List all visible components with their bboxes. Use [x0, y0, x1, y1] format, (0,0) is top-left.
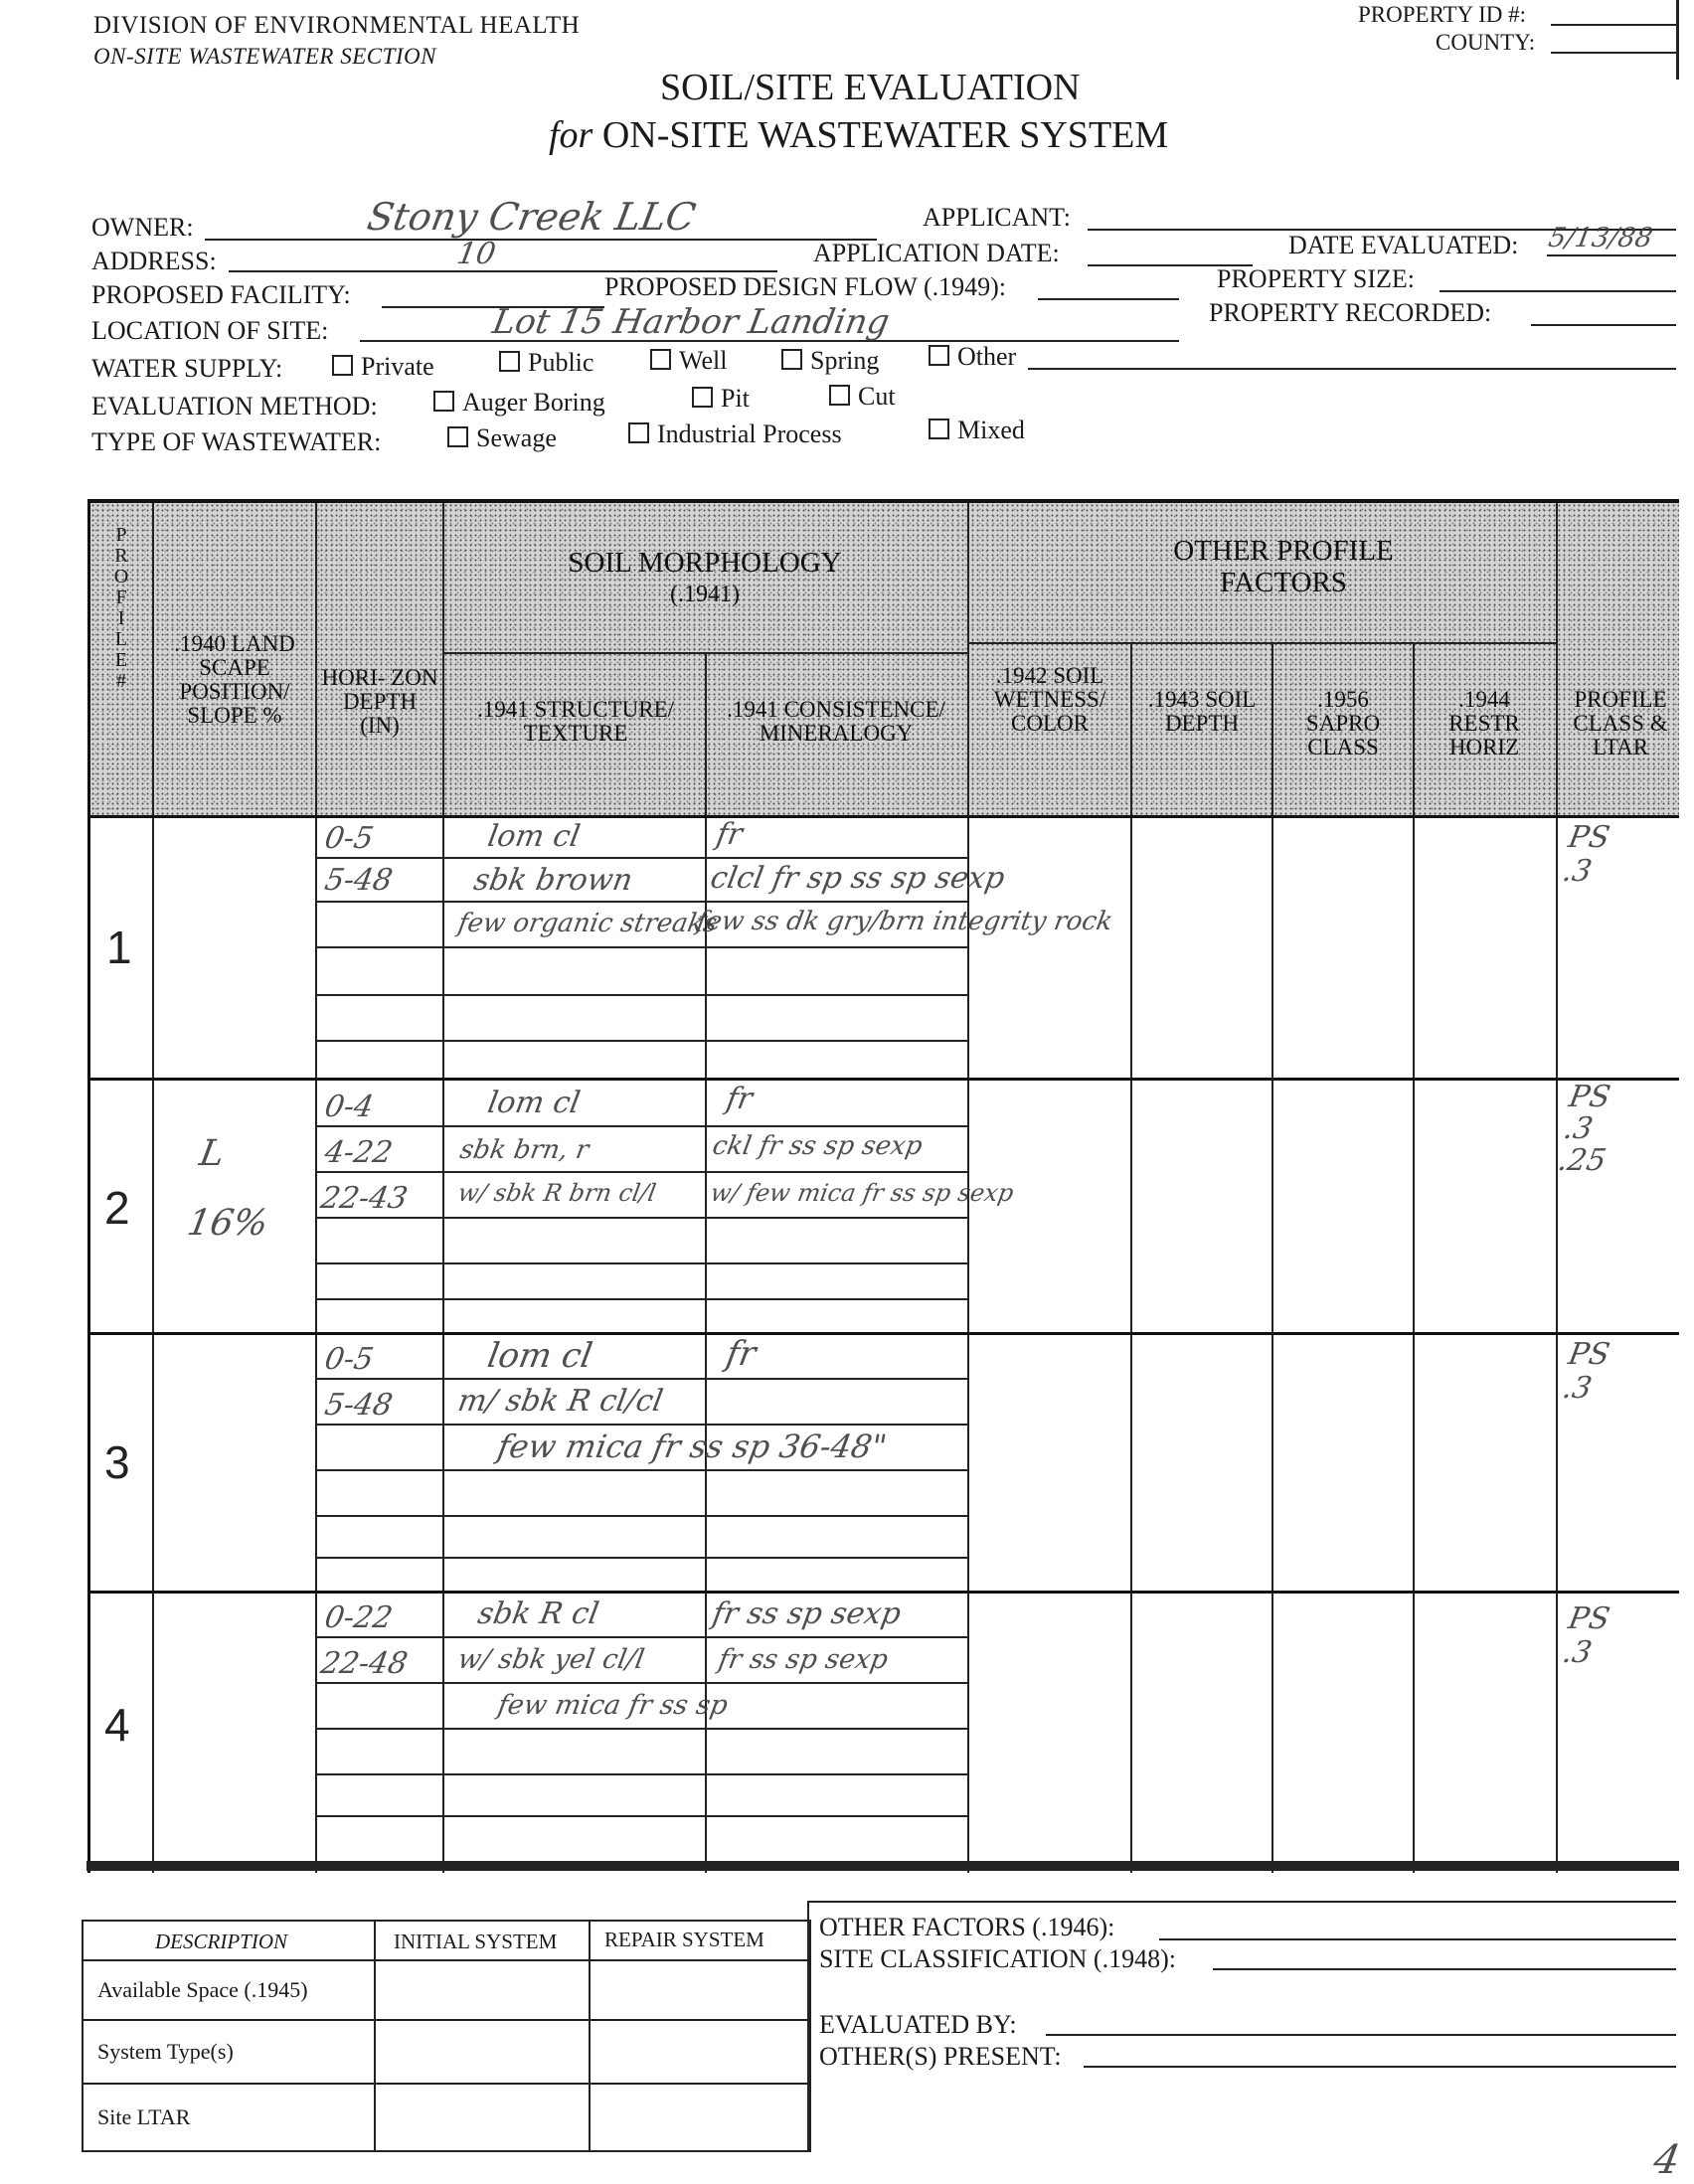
section-heading: ON-SITE WASTEWATER SECTION: [93, 44, 436, 69]
bt-row-line-1: [84, 1959, 809, 1961]
form-subtitle: [549, 113, 1168, 157]
page-number: 4: [1649, 2137, 1684, 2183]
p2-structure-3: w/ sbk R brn cl/l: [455, 1179, 659, 1207]
hdr-div-7: [1271, 642, 1273, 1873]
design-flow-field[interactable]: [1038, 298, 1179, 300]
eval-auger-label: Auger Boring: [462, 388, 605, 417]
landscape-heading: .1940 LAND SCAPE POSITION/ SLOPE %: [174, 631, 295, 728]
p3-consistence-1: fr: [723, 1334, 760, 1374]
profile-sep-3: [90, 1591, 1679, 1594]
table-bottom-band: [86, 1861, 1679, 1871]
hdr-div-9: [1556, 503, 1558, 1873]
p4-depth-2: 22-48: [317, 1646, 411, 1681]
p3-depth-1: 0-5: [321, 1342, 377, 1377]
form-subtitle-rest: ON-SITE WASTEWATER SYSTEM: [601, 114, 1169, 156]
bt-available-space: Available Space (.1945): [97, 1977, 308, 2002]
water-supply-label: WATER SUPPLY:: [91, 354, 283, 383]
p1-row-line: [315, 1040, 967, 1042]
evaluated-by-field[interactable]: [1046, 2034, 1676, 2036]
bt-div-2: [589, 1922, 591, 2150]
p3-structure-1: lom cl: [484, 1336, 595, 1376]
bt-description-head: DESCRIPTION: [155, 1930, 287, 1953]
p1-row-line: [315, 901, 967, 903]
p1-structure-3: few organic streaks: [455, 909, 720, 938]
bottom-right-border: [807, 1902, 809, 2150]
p2-row-line: [315, 1298, 967, 1300]
water-supply-spring-label: Spring: [810, 346, 880, 375]
soil-morphology-title: SOIL MORPHOLOGY: [568, 547, 842, 579]
p2-depth-1: 0-4: [321, 1090, 377, 1124]
form-title: SOIL/SITE EVALUATION: [660, 67, 1081, 108]
eval-pit-checkbox[interactable]: [692, 384, 750, 414]
water-supply-public-checkbox[interactable]: [499, 348, 593, 378]
other-factors-heading: OTHER PROFILE FACTORS: [1173, 535, 1394, 598]
wastewater-industrial-checkbox[interactable]: [628, 420, 842, 449]
system-summary-table: [82, 1920, 811, 2152]
evaluated-by-label: EVALUATED BY:: [819, 2010, 1017, 2039]
address-label: ADDRESS:: [91, 247, 217, 275]
profile-class-heading: PROFILE CLASS & LTAR: [1573, 687, 1668, 759]
water-supply-other-checkbox[interactable]: [929, 342, 1016, 372]
water-supply-other-field[interactable]: [1028, 368, 1676, 370]
restr-heading: .1944 RESTR HORIZ: [1448, 687, 1520, 759]
hdr-div-1: [152, 503, 154, 1873]
eval-pit-label: Pit: [721, 384, 750, 413]
bt-site-ltar: Site LTAR: [97, 2104, 191, 2129]
profile-sep-2: [90, 1332, 1679, 1335]
application-date-label: APPLICATION DATE:: [813, 239, 1060, 267]
property-size-field[interactable]: [1440, 290, 1676, 292]
eval-cut-checkbox[interactable]: [829, 382, 896, 412]
p1-structure-2: sbk brown: [470, 863, 636, 898]
p3-row-line: [315, 1515, 967, 1517]
soil-depth-heading: .1943 SOIL DEPTH: [1147, 687, 1257, 736]
p2-row-line: [315, 1171, 967, 1173]
proposed-facility-label: PROPOSED FACILITY:: [91, 280, 351, 309]
structure-heading: .1941 STRUCTURE/ TEXTURE: [476, 697, 675, 746]
property-size-label: PROPERTY SIZE:: [1217, 264, 1415, 293]
horizon-heading: HORI- ZON DEPTH (IN): [321, 665, 438, 738]
soil-morphology-ref: (.1941): [670, 582, 740, 607]
bt-row-line-2: [84, 2019, 809, 2021]
hdr-div-2: [315, 503, 317, 1873]
hdr-div-8: [1413, 642, 1415, 1873]
profile-number-2: 2: [104, 1182, 130, 1234]
p1-depth-1: 0-5: [321, 821, 377, 856]
other-subhead-line: [967, 642, 1556, 644]
property-recorded-label: PROPERTY RECORDED:: [1209, 298, 1492, 327]
p3-row-line: [315, 1557, 967, 1559]
evaluation-method-label: EVALUATION METHOD:: [91, 392, 378, 420]
p4-row-line: [315, 1728, 967, 1730]
p4-depth-1: 0-22: [321, 1600, 396, 1635]
soil-morphology-heading: [448, 547, 961, 610]
site-classification-field[interactable]: [1213, 1968, 1676, 1970]
p1-consistence-3: few ss dk gry/brn integrity rock: [694, 907, 1115, 936]
profile-number-heading: P R O F I L E #: [113, 524, 129, 692]
p4-row-line: [315, 1682, 967, 1684]
p4-row-line: [315, 1815, 967, 1817]
p2-landscape: L 16%: [184, 1133, 271, 1244]
profile-sep-1: [90, 1078, 1679, 1081]
p2-consistence-1: fr: [723, 1082, 756, 1116]
p2-structure-2: sbk brn, r: [457, 1135, 592, 1165]
p3-row-line: [315, 1424, 967, 1426]
p2-consistence-3: w/ few mica fr ss sp sexp: [708, 1179, 1016, 1207]
bt-system-types: System Type(s): [97, 2039, 234, 2064]
p3-depth-2: 5-48: [321, 1388, 396, 1423]
others-present-field[interactable]: [1084, 2066, 1676, 2068]
p1-row-line: [315, 857, 967, 859]
p2-row-line: [315, 1262, 967, 1264]
wetness-heading: .1942 SOIL WETNESS/ COLOR: [993, 663, 1106, 736]
bt-initial-head: INITIAL SYSTEM: [394, 1930, 558, 1953]
wastewater-sewage-checkbox[interactable]: [447, 423, 557, 453]
wastewater-type-label: TYPE OF WASTEWATER:: [91, 427, 382, 456]
p1-consistence-1: fr: [713, 817, 746, 852]
property-id-field[interactable]: [1551, 24, 1676, 26]
p2-depth-2: 4-22: [321, 1135, 396, 1170]
property-recorded-field[interactable]: [1531, 324, 1676, 326]
water-supply-well-label: Well: [679, 346, 728, 375]
hdr-div-6: [1130, 642, 1132, 1873]
p1-row-line: [315, 994, 967, 996]
p3-structure-2: m/ sbk R cl/cl: [454, 1384, 666, 1419]
p4-structure-1: sbk R cl: [474, 1596, 601, 1631]
design-flow-label: PROPOSED DESIGN FLOW (.1949):: [604, 272, 1006, 301]
sapro-heading: .1956 SAPRO CLASS: [1305, 687, 1381, 759]
bt-row-line-3: [84, 2083, 809, 2085]
p4-row-line: [315, 1773, 967, 1775]
profile-number-3: 3: [104, 1436, 130, 1488]
county-field[interactable]: [1551, 52, 1676, 54]
others-present-label: OTHER(S) PRESENT:: [819, 2042, 1062, 2071]
consistence-heading: .1941 CONSISTENCE/ MINERALOGY: [727, 697, 945, 746]
p2-consistence-2: ckl fr ss sp sexp: [710, 1131, 926, 1161]
bt-repair-head: REPAIR SYSTEM: [604, 1928, 764, 1951]
wastewater-sewage-label: Sewage: [476, 423, 557, 452]
p1-depth-2: 5-48: [321, 863, 396, 898]
water-supply-private-checkbox[interactable]: [332, 352, 434, 382]
p1-consistence-2: clcl fr sp ss sp sexp: [707, 861, 1008, 896]
date-evaluated-label: DATE EVALUATED:: [1288, 231, 1519, 259]
right-edge-mark: [1676, 0, 1679, 80]
bottom-top-line: [807, 1901, 1676, 1903]
owner-label: OWNER:: [91, 213, 194, 242]
water-supply-spring-checkbox[interactable]: [781, 346, 879, 376]
owner-value: Stony Creek LLC: [364, 195, 699, 239]
owner-field[interactable]: [205, 239, 877, 241]
address-value: 10: [453, 237, 499, 271]
location-label: LOCATION OF SITE:: [91, 316, 329, 345]
date-evaluated-field[interactable]: [1547, 254, 1676, 256]
header-bottom-line: [90, 815, 1679, 818]
p1-class: PS .3: [1560, 820, 1612, 889]
profile-number-4: 4: [104, 1699, 130, 1751]
p4-consistence-2: fr ss sp sexp: [716, 1644, 891, 1675]
p2-class: PS .3 .25: [1555, 1080, 1613, 1178]
p2-row-line: [315, 1217, 967, 1219]
property-id-label: PROPERTY ID #:: [1358, 2, 1527, 27]
p1-structure-1: lom cl: [484, 819, 584, 854]
p3-row-line: [315, 1469, 967, 1471]
p1-row-line: [315, 946, 967, 948]
division-heading: DIVISION OF ENVIRONMENTAL HEALTH: [93, 12, 581, 39]
applicant-label: APPLICANT:: [923, 203, 1071, 232]
p4-structure-3: few mica fr ss sp: [495, 1690, 731, 1721]
water-supply-well-checkbox[interactable]: [650, 346, 727, 376]
p4-structure-2: w/ sbk yel cl/l: [455, 1644, 647, 1675]
wastewater-mixed-label: Mixed: [957, 416, 1025, 444]
p3-class: PS .3: [1560, 1337, 1612, 1406]
location-value: Lot 15 Harbor Landing: [489, 302, 893, 342]
profile-number-1: 1: [106, 922, 132, 973]
p2-row-line: [315, 1125, 967, 1127]
water-supply-public-label: Public: [528, 348, 594, 377]
morph-subhead-line: [442, 652, 967, 654]
eval-cut-label: Cut: [858, 382, 896, 411]
site-classification-label: SITE CLASSIFICATION (.1948):: [819, 1944, 1176, 1973]
p4-class: PS .3: [1560, 1601, 1612, 1670]
p2-depth-3: 22-43: [317, 1181, 411, 1216]
water-supply-private-label: Private: [361, 352, 434, 381]
p4-consistence-1: fr ss sp sexp: [709, 1596, 904, 1631]
bt-div-1: [374, 1922, 376, 2150]
other-factors-field[interactable]: [1159, 1938, 1676, 1940]
p3-row-line: [315, 1378, 967, 1380]
form-subtitle-for: for: [549, 114, 593, 156]
other-factors-label: OTHER FACTORS (.1946):: [819, 1913, 1115, 1941]
wastewater-industrial-label: Industrial Process: [657, 420, 842, 448]
eval-auger-checkbox[interactable]: [433, 388, 605, 418]
wastewater-mixed-checkbox[interactable]: [929, 416, 1025, 445]
soil-evaluation-table: [87, 499, 1679, 1873]
p2-structure-1: lom cl: [484, 1086, 584, 1120]
p4-row-line: [315, 1636, 967, 1638]
county-label: COUNTY:: [1436, 30, 1536, 55]
water-supply-other-label: Other: [957, 342, 1017, 371]
date-evaluated-value: 5/13/88: [1546, 223, 1655, 253]
hdr-div-3: [442, 503, 444, 1873]
p3-structure-3: few mica fr ss sp 36-48": [494, 1428, 890, 1465]
